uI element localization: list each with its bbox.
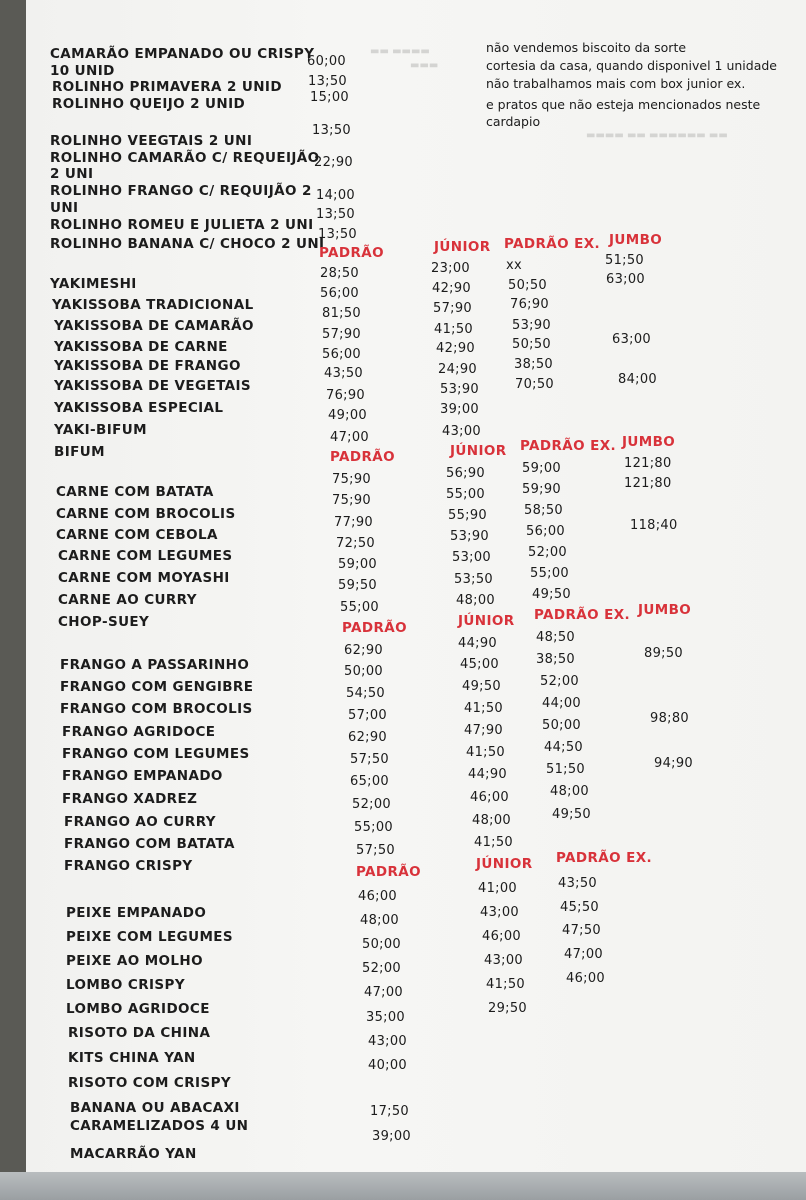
column-header-padrao: PADRÃO	[330, 449, 396, 465]
menu-item-name: LOMBO CRISPY	[66, 977, 186, 993]
price-padrao: 40;00	[368, 1058, 407, 1073]
menu-item-name: YAKISSOBA TRADICIONAL	[52, 297, 254, 313]
price-junior: 48;00	[456, 593, 495, 608]
price-padrao: 57;50	[350, 752, 389, 767]
price-padrao: 75;90	[332, 472, 371, 487]
price-junior: 49;50	[462, 679, 501, 694]
menu-item-name: FRANGO COM BROCOLIS	[60, 701, 253, 717]
price-junior: 46;00	[482, 929, 521, 944]
column-header-junior: JÚNIOR	[476, 856, 533, 872]
price-jumbo: 98;80	[650, 711, 689, 726]
price-padrao: 50;00	[362, 937, 401, 952]
menu-item-name: 2 UNI	[50, 166, 94, 182]
menu-item-price: 14;00	[316, 188, 355, 203]
price-padrao-ex: 45;50	[560, 900, 599, 915]
price-padrao: 50;00	[344, 664, 383, 679]
price-padrao: 35;00	[366, 1010, 405, 1025]
menu-item-name: CARAMELIZADOS 4 UN	[70, 1118, 249, 1134]
column-header-jumbo: JUMBO	[609, 232, 663, 248]
price-padrao-ex: 58;50	[524, 503, 563, 518]
menu-item-name: FRANGO XADREZ	[62, 791, 198, 807]
price-junior: 43;00	[480, 905, 519, 920]
menu-item-name: CARNE COM BROCOLIS	[56, 506, 236, 522]
price-padrao: 62;90	[344, 643, 383, 658]
price-junior: 41;00	[478, 881, 517, 896]
menu-item-name: YAKISSOBA ESPECIAL	[54, 400, 224, 416]
price-junior: 41;50	[466, 745, 505, 760]
price-padrao-ex: 59;90	[522, 482, 561, 497]
menu-item-name: RISOTO DA CHINA	[68, 1025, 211, 1041]
menu-item-name: CARNE AO CURRY	[58, 592, 197, 608]
menu-item-name: ROLINHO ROMEU E JULIETA 2 UNI	[50, 217, 314, 233]
price-padrao: 57;50	[356, 843, 395, 858]
column-header-jumbo: JUMBO	[638, 602, 692, 618]
price-jumbo: 89;50	[644, 646, 683, 661]
price-junior: 44;90	[458, 636, 497, 651]
menu-item-name: FRANGO COM LEGUMES	[62, 746, 250, 762]
bleed-through-mark: ▬▬▬	[410, 60, 439, 71]
price-padrao-ex: 38;50	[514, 357, 553, 372]
menu-item-name: PEIXE COM LEGUMES	[66, 929, 234, 945]
bleed-through-mark: ▬▬ ▬▬▬▬	[370, 46, 430, 57]
price-padrao: 43;50	[324, 366, 363, 381]
price-jumbo: 63;00	[612, 332, 651, 347]
menu-item-name: CHOP-SUEY	[58, 614, 150, 630]
price-padrao-ex: 55;00	[530, 566, 569, 581]
price-padrao-ex: 53;90	[512, 318, 551, 333]
price-padrao-ex: 49;50	[532, 587, 571, 602]
price-padrao-ex: 46;00	[566, 971, 605, 986]
price-padrao-ex: 56;00	[526, 524, 565, 539]
menu-item-name: ROLINHO VEEGTAIS 2 UNI	[50, 133, 253, 149]
menu-item-name: YAKI-BIFUM	[54, 422, 147, 438]
price-padrao-ex: 49;50	[552, 807, 591, 822]
price-padrao-ex: 44;00	[542, 696, 581, 711]
menu-item-name: CARNE COM CEBOLA	[56, 527, 218, 543]
menu-item-name: MACARRÃO YAN	[70, 1146, 197, 1162]
price-padrao: 28;50	[320, 266, 359, 281]
price-padrao-ex: 48;50	[536, 630, 575, 645]
price-padrao: 57;90	[322, 327, 361, 342]
price-junior: 24;90	[438, 362, 477, 377]
price-padrao-ex: 50;00	[542, 718, 581, 733]
price-padrao: 49;00	[328, 408, 367, 423]
price-junior: 56;90	[446, 466, 485, 481]
menu-item-name: YAKISSOBA DE CARNE	[54, 339, 228, 355]
column-header-padrao: PADRÃO	[356, 864, 422, 880]
menu-item-price: 13;50	[308, 74, 347, 89]
price-padrao-ex: xx	[506, 258, 522, 273]
price-padrao: 54;50	[346, 686, 385, 701]
menu-item-name: PEIXE EMPANADO	[66, 905, 207, 921]
price-junior: 23;00	[431, 261, 470, 276]
price-padrao-ex: 50;50	[508, 278, 547, 293]
menu-item-name: ROLINHO QUEIJO 2 UNID	[52, 96, 246, 112]
menu-item-name: YAKISSOBA DE CAMARÃO	[54, 318, 254, 334]
menu-item-price: 22;90	[314, 155, 353, 170]
column-header-padrao-ex: PADRÃO EX.	[520, 438, 617, 454]
price-junior: 46;00	[470, 790, 509, 805]
note-line: cortesia da casa, quando disponivel 1 unidade	[486, 58, 777, 73]
price-padrao: 56;00	[320, 286, 359, 301]
menu-item-name: ROLINHO PRIMAVERA 2 UNID	[52, 79, 282, 95]
price-padrao: 46;00	[358, 889, 397, 904]
price-padrao-ex: 51;50	[546, 762, 585, 777]
column-header-junior: JÚNIOR	[458, 613, 515, 629]
menu-item-name: BANANA OU ABACAXI	[70, 1100, 240, 1116]
price-padrao: 55;00	[354, 820, 393, 835]
price-padrao: 47;00	[364, 985, 403, 1000]
menu-item-name: BIFUM	[54, 444, 105, 460]
menu-item-name: KITS CHINA YAN	[68, 1050, 196, 1066]
price-padrao: 55;00	[340, 600, 379, 615]
menu-item-name: FRANGO AGRIDOCE	[62, 724, 216, 740]
price-junior: 55;90	[448, 508, 487, 523]
menu-item-name: FRANGO COM GENGIBRE	[60, 679, 254, 695]
price-padrao-ex: 38;50	[536, 652, 575, 667]
price-padrao: 62;90	[348, 730, 387, 745]
price-padrao: 52;00	[352, 797, 391, 812]
menu-item-name: CARNE COM BATATA	[56, 484, 214, 500]
bleed-through-mark: ▬▬▬▬ ▬▬ ▬▬▬▬▬▬ ▬▬	[586, 130, 728, 141]
menu-item-name: RISOTO COM CRISPY	[68, 1075, 232, 1091]
price-jumbo: 121;80	[624, 476, 672, 491]
menu-item-name: FRANGO AO CURRY	[64, 814, 216, 830]
price-padrao-ex: 47;50	[562, 923, 601, 938]
price-junior: 53;00	[452, 550, 491, 565]
price-junior: 43;00	[442, 424, 481, 439]
price-junior: 45;00	[460, 657, 499, 672]
menu-item-name: FRANGO A PASSARINHO	[60, 657, 250, 673]
price-padrao: 72;50	[336, 536, 375, 551]
price-junior: 43;00	[484, 953, 523, 968]
price-padrao-ex: 59;00	[522, 461, 561, 476]
price-junior: 47;90	[464, 723, 503, 738]
price-jumbo: 84;00	[618, 372, 657, 387]
price-junior: 48;00	[472, 813, 511, 828]
menu-item-name: UNI	[50, 200, 79, 216]
menu-item-price: 13;50	[312, 123, 351, 138]
menu-item-name: LOMBO AGRIDOCE	[66, 1001, 210, 1017]
price-padrao-ex: 50;50	[512, 337, 551, 352]
menu-item-name: FRANGO CRISPY	[64, 858, 193, 874]
menu-item-name: ROLINHO BANANA C/ CHOCO 2 UNI	[50, 236, 325, 252]
price-padrao-ex: 48;00	[550, 784, 589, 799]
price-padrao: 48;00	[360, 913, 399, 928]
price-junior: 53;90	[440, 382, 479, 397]
price-junior: 44;90	[468, 767, 507, 782]
menu-item-name: YAKIMESHI	[50, 276, 137, 292]
price-padrao: 59;50	[338, 578, 377, 593]
menu-item-name: CARNE COM LEGUMES	[58, 548, 233, 564]
menu-item-price: 17;50	[370, 1104, 409, 1119]
column-header-padrao-ex: PADRÃO EX.	[504, 236, 601, 252]
price-jumbo: 121;80	[624, 456, 672, 471]
menu-item-price: 60;00	[307, 54, 346, 69]
price-padrao: 77;90	[334, 515, 373, 530]
price-padrao-ex: 76;90	[510, 297, 549, 312]
price-padrao-ex: 70;50	[515, 377, 554, 392]
menu-item-price: 13;50	[318, 227, 357, 242]
column-header-padrao-ex: PADRÃO EX.	[534, 607, 631, 623]
price-junior: 39;00	[440, 402, 479, 417]
menu-item-price: 39;00	[372, 1129, 411, 1144]
price-padrao: 57;00	[348, 708, 387, 723]
menu-item-name: 10 UNID	[50, 63, 115, 79]
column-header-padrao-ex: PADRÃO EX.	[556, 850, 653, 866]
price-padrao: 43;00	[368, 1034, 407, 1049]
price-padrao-ex: 43;50	[558, 876, 597, 891]
note-line: não trabalhamos mais com box junior ex.	[486, 76, 746, 91]
price-junior: 42;90	[436, 341, 475, 356]
menu-sheet	[26, 0, 806, 1200]
price-padrao: 56;00	[322, 347, 361, 362]
price-padrao-ex: 52;00	[540, 674, 579, 689]
price-padrao: 81;50	[322, 306, 361, 321]
price-jumbo: 118;40	[630, 518, 678, 533]
price-padrao: 65;00	[350, 774, 389, 789]
price-padrao-ex: 44;50	[544, 740, 583, 755]
menu-item-name: CAMARÃO EMPANADO OU CRISPY	[50, 46, 315, 62]
menu-item-price: 13;50	[316, 207, 355, 222]
price-junior: 53;50	[454, 572, 493, 587]
price-junior: 41;50	[434, 322, 473, 337]
price-junior: 29;50	[488, 1001, 527, 1016]
price-padrao: 75;90	[332, 493, 371, 508]
price-junior: 41;50	[464, 701, 503, 716]
price-padrao: 52;00	[362, 961, 401, 976]
note-line: cardapio	[486, 114, 541, 129]
price-junior: 55;00	[446, 487, 485, 502]
price-jumbo: 51;50	[605, 253, 644, 268]
menu-item-name: FRANGO EMPANADO	[62, 768, 223, 784]
menu-item-name: PEIXE AO MOLHO	[66, 953, 203, 969]
price-padrao: 47;00	[330, 430, 369, 445]
column-header-padrao: PADRÃO	[342, 620, 408, 636]
price-padrao-ex: 52;00	[528, 545, 567, 560]
price-junior: 41;50	[486, 977, 525, 992]
price-junior: 57;90	[433, 301, 472, 316]
column-header-jumbo: JUMBO	[622, 434, 676, 450]
menu-item-name: FRANGO COM BATATA	[64, 836, 235, 852]
price-jumbo: 94;90	[654, 756, 693, 771]
price-junior: 42;90	[432, 281, 471, 296]
price-junior: 53;90	[450, 529, 489, 544]
note-line: não vendemos biscoito da sorte	[486, 40, 687, 55]
price-padrao: 59;00	[338, 557, 377, 572]
column-header-junior: JÚNIOR	[450, 443, 507, 459]
price-padrao-ex: 47;00	[564, 947, 603, 962]
menu-item-name: YAKISSOBA DE FRANGO	[54, 358, 241, 374]
price-junior: 41;50	[474, 835, 513, 850]
column-header-junior: JÚNIOR	[434, 239, 491, 255]
price-jumbo: 63;00	[606, 272, 645, 287]
price-padrao: 76;90	[326, 388, 365, 403]
menu-item-price: 15;00	[310, 90, 349, 105]
table-surface	[0, 1172, 806, 1200]
menu-item-name: ROLINHO CAMARÃO C/ REQUEIJÃO	[50, 150, 320, 166]
menu-item-name: YAKISSOBA DE VEGETAIS	[54, 378, 252, 394]
note-line: e pratos que não esteja mencionados neste	[486, 97, 761, 112]
column-header-padrao: PADRÃO	[319, 245, 385, 261]
menu-item-name: ROLINHO FRANGO C/ REQUIJÃO 2	[50, 183, 312, 199]
menu-item-name: CARNE COM MOYASHI	[58, 570, 230, 586]
